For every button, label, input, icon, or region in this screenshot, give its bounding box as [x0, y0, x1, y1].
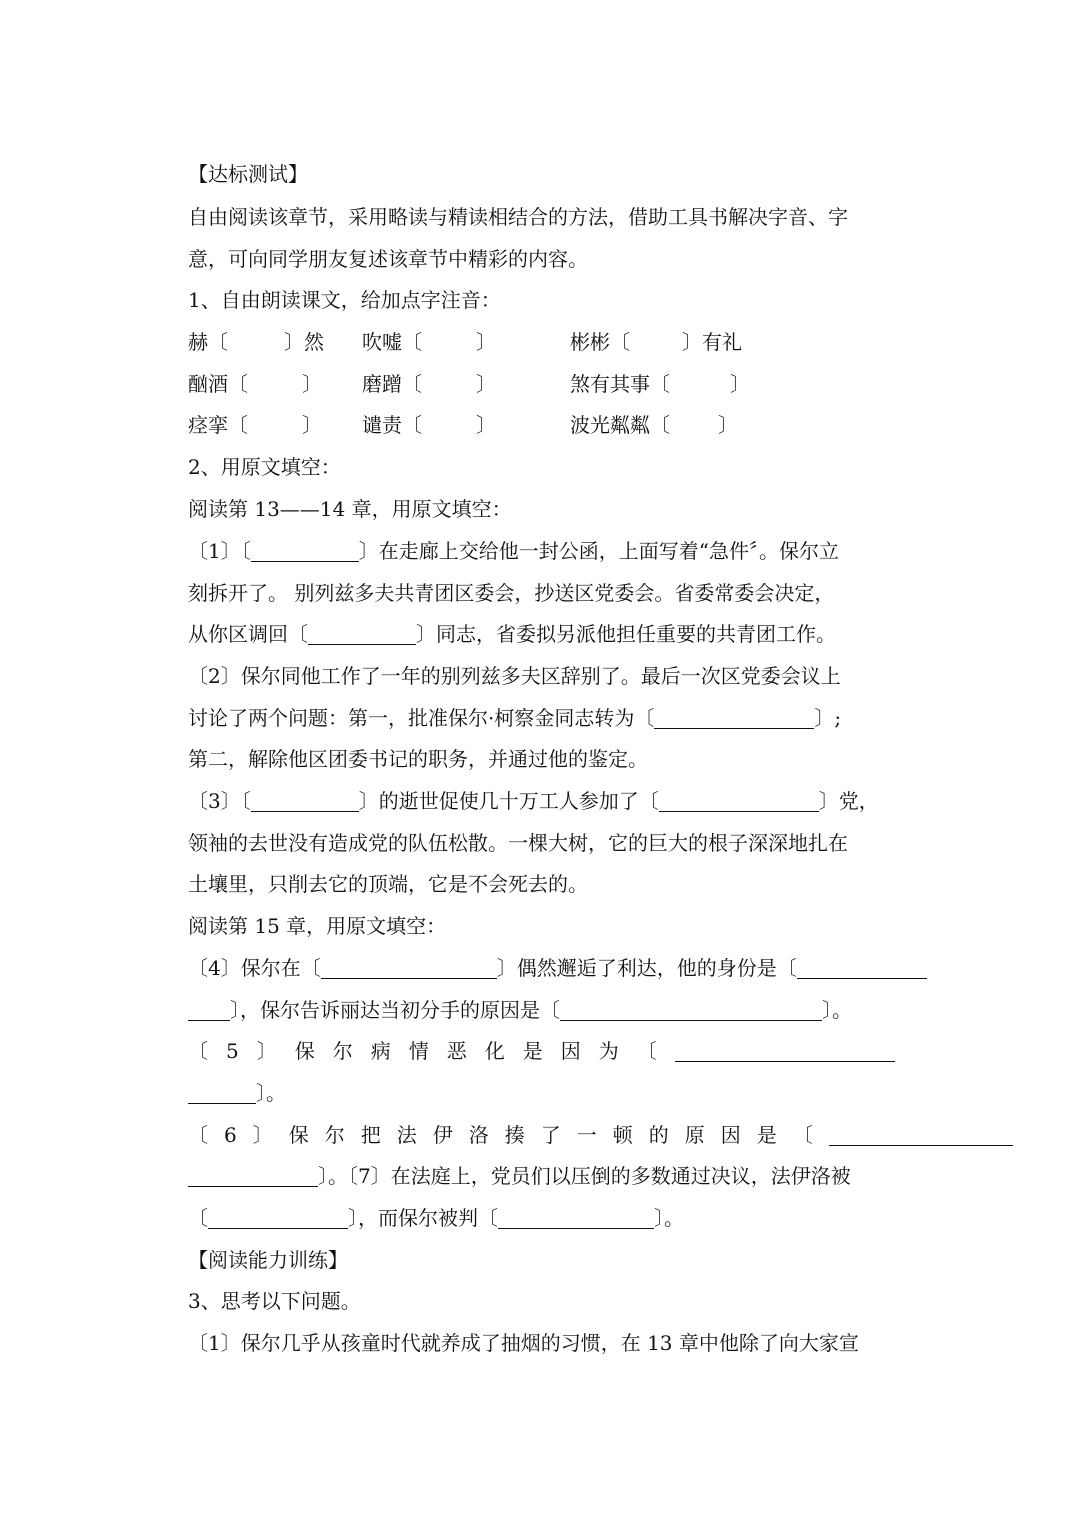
fill-blank-12[interactable] — [498, 1208, 654, 1229]
q2-item-4-text: 〕偶然邂逅了利达，他的身份是〔 — [496, 956, 797, 980]
pinyin-item-1 — [188, 328, 324, 356]
q2-item-7-mid-text: 〕，而保尔被判〔 — [348, 1206, 498, 1230]
q2-item-5-line-1 — [188, 1037, 895, 1065]
q2-subtitle-ch15: 阅读第 15 章，用原文填空： — [188, 914, 447, 938]
q2-item-2-line-1: 〔2〕保尔同他工作了一年的别列兹多夫区辞别了。最后一次区党委会议上 — [188, 664, 841, 688]
q2-item-4-prefix: 〔4〕保尔在〔 — [188, 956, 321, 980]
intro-line-2: 意，可向同学朋友复述该章节中精彩的内容。 — [188, 247, 588, 271]
pinyin-word-7: 痉挛〔 — [188, 413, 248, 437]
q2-item-1-line-3 — [188, 620, 836, 648]
q2-item-2-line-2 — [188, 704, 841, 732]
pinyin-word-9: 波光粼粼〔 — [570, 413, 670, 437]
pinyin-word-6-tail: 〕 — [730, 372, 750, 396]
pinyin-word-1-tail: 〕然 — [284, 330, 324, 354]
q2-item-3-line-1 — [188, 787, 879, 815]
q2-item-7-bracket-open: 〔 — [188, 1206, 208, 1230]
fill-blank-6[interactable] — [321, 958, 497, 979]
fill-blank-9-continued[interactable] — [188, 1083, 256, 1104]
q2-item-1-line-2: 刻拆开了。 别列兹多夫共青团区委会，抄送区党委会。省委常委会决定， — [188, 581, 835, 605]
section-heading-reading: 【阅读能力训练】 — [188, 1248, 348, 1272]
intro-line-1: 自由阅读该章节，采用略读与精读相结合的方法，借助工具书解决字音、字 — [188, 205, 848, 229]
pinyin-word-4: 酗酒〔 — [188, 372, 248, 396]
section-heading-test: 【达标测试】 — [188, 162, 308, 186]
pinyin-item-7 — [188, 411, 322, 439]
q2-item-4-line-2-text: 〕，保尔告诉丽达当初分手的原因是〔 — [230, 998, 560, 1022]
q2-item-7-tail: 〕。 — [654, 1206, 684, 1230]
q2-subtitle-ch13-14: 阅读第 13——14 章，用原文填空： — [188, 497, 512, 521]
pinyin-item-8 — [362, 411, 496, 439]
q2-item-3-text: 〕的逝世促使几十万工人参加了〔 — [358, 789, 659, 813]
q2-item-1-line-3-text: 〕同志，省委拟另派他担任重要的共青团工作。 — [416, 622, 836, 646]
fill-blank-9[interactable] — [675, 1041, 895, 1062]
q2-item-1-line-1 — [188, 537, 839, 565]
q2-item-7-text: 〕。〔7〕在法庭上，党员们以压倒的多数通过决议，法伊洛被 — [318, 1164, 851, 1188]
question-3-title: 3、思考以下问题。 — [188, 1289, 361, 1313]
pinyin-item-4 — [188, 370, 322, 398]
question-1-title: 1、自由朗读课文，给加点字注音： — [188, 288, 501, 312]
q2-item-3-line-3: 土壤里，只削去它的顶端，它是不会死去的。 — [188, 872, 588, 896]
q2-item-5-line-2 — [188, 1079, 286, 1107]
pinyin-word-9-tail: 〕 — [718, 413, 738, 437]
pinyin-word-3: 彬彬〔 — [570, 330, 630, 354]
q2-item-4-line-2-tail: 〕。 — [822, 998, 852, 1022]
q2-item-6-text: 〔6〕保尔把法伊洛揍了一顿的原因是〔 — [188, 1123, 829, 1147]
q2-item-2-line-2-tail: 〕; — [814, 706, 842, 730]
pinyin-word-8: 谴责〔 — [362, 413, 422, 437]
pinyin-item-9 — [570, 411, 738, 439]
fill-blank-2[interactable] — [308, 624, 416, 645]
pinyin-item-5 — [362, 370, 496, 398]
pinyin-word-5: 磨蹭〔 — [362, 372, 422, 396]
fill-blank-7-continued[interactable] — [188, 1000, 230, 1021]
q2-item-2-line-3: 第二，解除他区团委书记的职务，并通过他的鉴定。 — [188, 747, 648, 771]
pinyin-word-4-tail: 〕 — [302, 372, 322, 396]
q2-item-6-line-1 — [188, 1121, 1013, 1149]
question-3-item-1: 〔1〕保尔几乎从孩童时代就养成了抽烟的习惯，在 13 章中他除了向大家宣 — [188, 1331, 859, 1355]
q2-item-7-line-2 — [188, 1204, 684, 1232]
pinyin-word-2: 吹嘘〔 — [362, 330, 422, 354]
pinyin-word-5-tail: 〕 — [476, 372, 496, 396]
q2-item-1-line-3-prefix: 从你区调回〔 — [188, 622, 308, 646]
pinyin-word-7-tail: 〕 — [302, 413, 322, 437]
fill-blank-3[interactable] — [654, 708, 814, 729]
q2-item-5-tail: 〕。 — [256, 1081, 286, 1105]
pinyin-word-1: 赫〔 — [188, 330, 228, 354]
q2-item-3-tail: 〕党， — [818, 789, 879, 813]
fill-blank-11[interactable] — [208, 1208, 348, 1229]
fill-blank-4[interactable] — [251, 791, 359, 812]
q2-item-3-prefix: 〔3〕〔 — [188, 789, 251, 813]
q2-item-4-line-2 — [188, 996, 852, 1024]
pinyin-word-3-tail: 〕有礼 — [682, 330, 742, 354]
q2-item-3-line-2: 领袖的去世没有造成党的队伍松散。一棵大树，它的巨大的根子深深地扎在 — [188, 831, 848, 855]
pinyin-word-2-tail: 〕 — [476, 330, 496, 354]
pinyin-item-2 — [362, 328, 496, 356]
fill-blank-1[interactable] — [251, 541, 359, 562]
q2-item-5-text: 〔5〕保尔病情恶化是因为〔 — [188, 1039, 675, 1063]
pinyin-word-8-tail: 〕 — [476, 413, 496, 437]
pinyin-item-3 — [570, 328, 742, 356]
fill-blank-8[interactable] — [560, 1000, 822, 1021]
q2-item-4-line-1 — [188, 954, 927, 982]
fill-blank-7[interactable] — [797, 958, 927, 979]
pinyin-word-6: 煞有其事〔 — [570, 372, 670, 396]
q2-item-1-text: 〕在走廊上交给他一封公函，上面写着“急件〞。保尔立 — [358, 539, 839, 563]
question-2-title: 2、用原文填空： — [188, 455, 341, 479]
q2-item-1-prefix: 〔1〕〔 — [188, 539, 251, 563]
q2-item-6-line-2 — [188, 1162, 851, 1190]
pinyin-item-6 — [570, 370, 750, 398]
fill-blank-10-continued[interactable] — [188, 1166, 318, 1187]
fill-blank-5[interactable] — [659, 791, 819, 812]
q2-item-2-line-2-text: 讨论了两个问题：第一，批准保尔·柯察金同志转为〔 — [188, 706, 655, 730]
fill-blank-10[interactable] — [829, 1125, 1013, 1146]
